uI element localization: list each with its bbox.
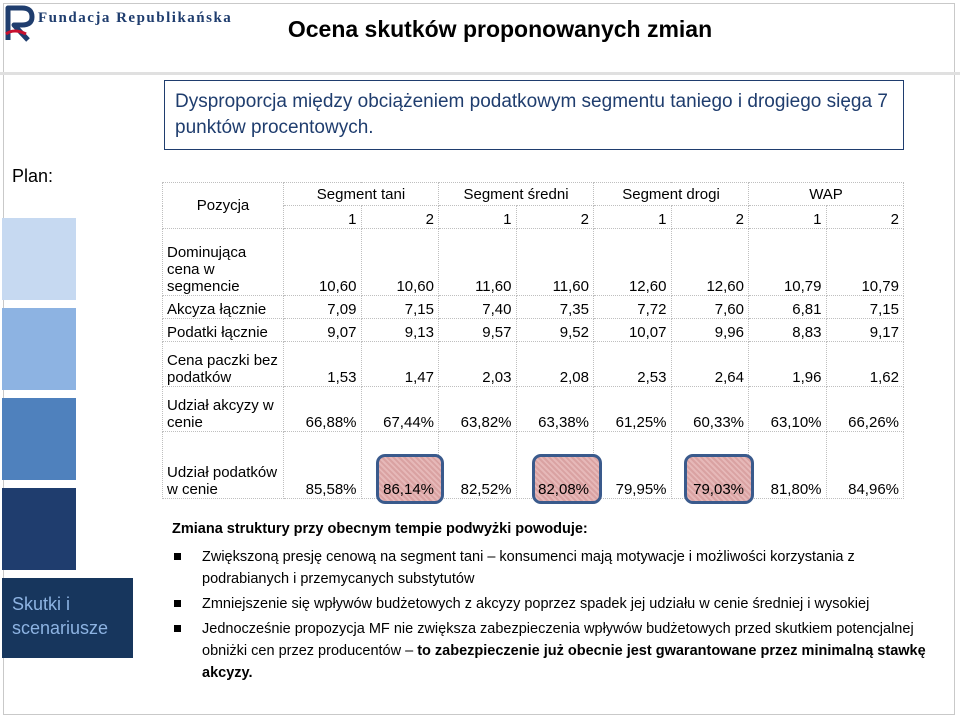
table-cell: 10,79	[749, 229, 827, 296]
row-label: Cena paczki bez podatków	[163, 342, 284, 387]
slide-header	[0, 0, 960, 75]
table-cell: 10,79	[826, 229, 904, 296]
column-subheader: 2	[516, 206, 594, 229]
bullet-square-icon	[174, 553, 181, 560]
column-subheader: 1	[284, 206, 362, 229]
table-cell: 7,40	[439, 296, 517, 319]
table-cell: 10,60	[284, 229, 362, 296]
column-group-header: Segment średni	[439, 183, 594, 206]
column-group-header: Segment tani	[284, 183, 439, 206]
bullet-square-icon	[174, 625, 181, 632]
table-cell: 7,15	[361, 296, 439, 319]
table-cell: 84,96%	[826, 432, 904, 499]
table-cell: 6,81	[749, 296, 827, 319]
callout-box: Dysproporcja między obciążeniem podatkowym segmentu taniego i drogiego sięga 7 punktów procentowych.	[164, 80, 904, 150]
sidebar-block-4[interactable]	[2, 488, 76, 570]
logo-r-icon	[4, 4, 38, 44]
table-row	[163, 229, 904, 296]
table-cell: 11,60	[516, 229, 594, 296]
table-row	[163, 387, 904, 432]
table-cell: 7,60	[671, 296, 749, 319]
table-cell: 66,88%	[284, 387, 362, 432]
table-cell: 81,80%	[749, 432, 827, 499]
column-subheader: 1	[594, 206, 672, 229]
table-row	[163, 319, 904, 342]
column-subheader: 2	[671, 206, 749, 229]
table-header-row	[163, 183, 904, 206]
table-cell: 61,25%	[594, 387, 672, 432]
table-cell: 63,38%	[516, 387, 594, 432]
foundation-logo	[4, 4, 38, 49]
row-label: Podatki łącznie	[163, 319, 284, 342]
row-label: Udział akcyzy w cenie	[163, 387, 284, 432]
sidebar-block-3[interactable]	[2, 398, 76, 480]
row-label: Dominująca cena w segmencie	[163, 229, 284, 296]
table-cell: 63,82%	[439, 387, 517, 432]
sidebar-item-active[interactable]: Skutki i scenariusze	[2, 578, 133, 658]
column-header-position: Pozycja	[163, 183, 284, 229]
bullet-text	[202, 621, 926, 681]
notes-heading: Zmiana struktury przy obecnym tempie podwyżki powoduje:	[172, 521, 588, 537]
table-cell: 2,53	[594, 342, 672, 387]
notes-section	[172, 518, 942, 687]
table-cell: 8,83	[749, 319, 827, 342]
table-cell: 82,52%	[439, 432, 517, 499]
page-title: Ocena skutków proponowanych zmian	[287, 16, 713, 42]
bullet-text: Zwiększoną presję cenową na segment tani – konsumenci mają motywacje i możliwości korzystania z podrabianych i przemycanych substytutów	[202, 549, 855, 587]
table-row	[163, 296, 904, 319]
column-group-header: WAP	[749, 183, 904, 206]
table-cell: 11,60	[439, 229, 517, 296]
table-cell: 79,95%	[594, 432, 672, 499]
column-group-header: Segment drogi	[594, 183, 749, 206]
table-cell: 60,33%	[671, 387, 749, 432]
table-cell: 7,15	[826, 296, 904, 319]
column-subheader: 1	[439, 206, 517, 229]
table-cell: 79,03%	[671, 432, 749, 499]
table-cell: 63,10%	[749, 387, 827, 432]
table-cell: 2,08	[516, 342, 594, 387]
table-cell: 86,14%	[361, 432, 439, 499]
bullet-item	[172, 618, 942, 684]
bullet-text: Zmniejszenie się wpływów budżetowych z akcyzy poprzez spadek jej udziału w cenie średniej i wysokiej	[202, 596, 870, 612]
table-cell: 2,64	[671, 342, 749, 387]
bullet-text-plain: Jednocześnie propozycja MF nie zwiększa zabezpieczenia wpływów budżetowych przed skutkiem potencjalnej obniżki cen przez producentów –	[202, 621, 914, 659]
table-cell: 7,09	[284, 296, 362, 319]
table-cell: 1,47	[361, 342, 439, 387]
table-cell: 12,60	[594, 229, 672, 296]
table-row	[163, 432, 904, 499]
table-cell: 9,96	[671, 319, 749, 342]
table-cell: 12,60	[671, 229, 749, 296]
table-cell: 9,17	[826, 319, 904, 342]
table-cell: 9,57	[439, 319, 517, 342]
table-cell: 66,26%	[826, 387, 904, 432]
table-cell: 9,52	[516, 319, 594, 342]
logo-text: Fundacja Republikańska	[38, 10, 233, 26]
table-cell: 67,44%	[361, 387, 439, 432]
bullet-square-icon	[174, 600, 181, 607]
table-cell: 1,53	[284, 342, 362, 387]
table-cell: 7,35	[516, 296, 594, 319]
table-cell: 9,07	[284, 319, 362, 342]
table-cell: 1,96	[749, 342, 827, 387]
column-subheader: 2	[361, 206, 439, 229]
table-cell: 10,07	[594, 319, 672, 342]
row-label: Akcyza łącznie	[163, 296, 284, 319]
data-table	[162, 182, 904, 499]
table-row	[163, 342, 904, 387]
bullet-item	[172, 593, 942, 615]
table-cell: 10,60	[361, 229, 439, 296]
plan-label: Plan:	[12, 166, 54, 186]
column-subheader: 1	[749, 206, 827, 229]
row-label: Udział podatków w cenie	[163, 432, 284, 499]
bullet-text-bold: to zabezpieczenie już obecnie jest gwarantowane przez minimalną stawkę akcyzy.	[202, 643, 926, 681]
sidebar-block-2[interactable]	[2, 308, 76, 390]
table-cell: 82,08%	[516, 432, 594, 499]
bullet-item	[172, 546, 942, 590]
column-subheader: 2	[826, 206, 904, 229]
table-cell: 2,03	[439, 342, 517, 387]
table-cell: 9,13	[361, 319, 439, 342]
sidebar-block-1[interactable]	[2, 218, 76, 300]
table-cell: 85,58%	[284, 432, 362, 499]
table-body	[163, 229, 904, 499]
table-cell: 7,72	[594, 296, 672, 319]
table-cell: 1,62	[826, 342, 904, 387]
